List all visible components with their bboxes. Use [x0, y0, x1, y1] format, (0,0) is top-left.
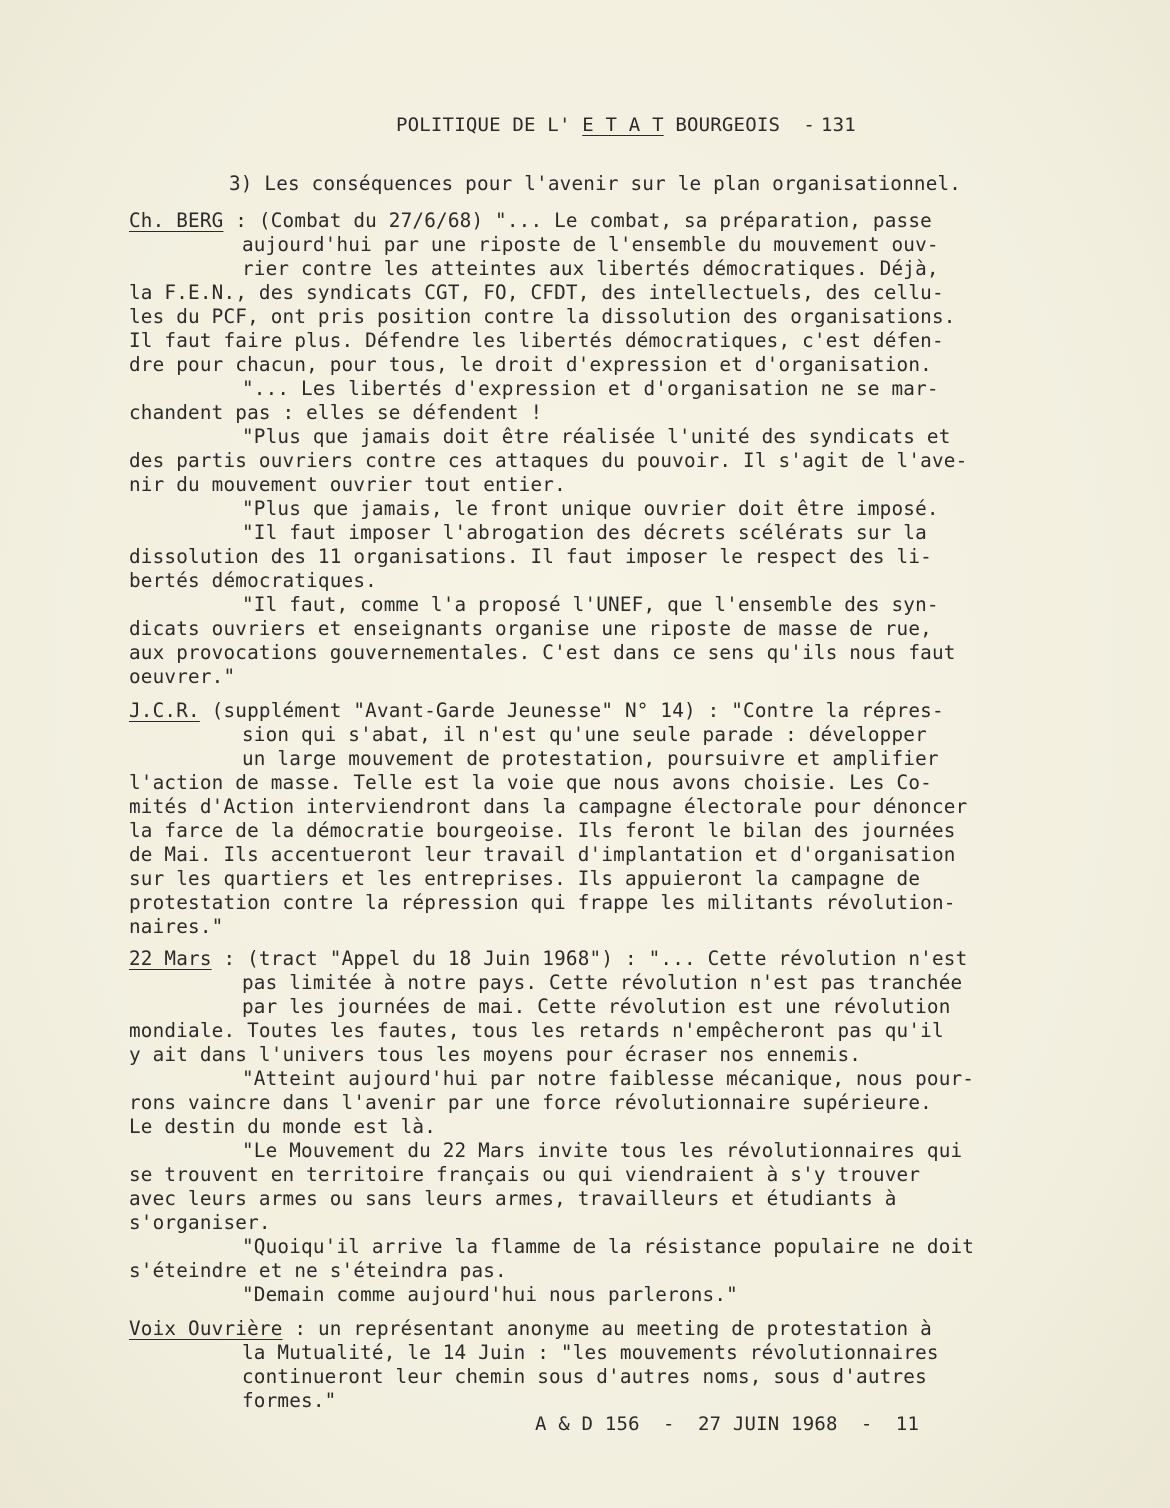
mars-line: "Le Mouvement du 22 Mars invite tous les révolutionnaires qui — [242, 1139, 963, 1162]
source-voix-ouvriere: Voix Ouvrière — [129, 1317, 283, 1340]
berg-line: oeuvrer." — [129, 665, 236, 688]
page-header — [396, 113, 856, 137]
header-title-prefix: POLITIQUE DE L' — [396, 114, 571, 136]
mars-line: s'organiser. — [129, 1211, 271, 1234]
mars-line: s'éteindre et ne s'éteindra pas. — [129, 1259, 507, 1282]
header-title-suffix: BOURGEOIS - — [675, 114, 816, 136]
berg-line: "... Les libertés d'expression et d'organisation ne se mar- — [242, 377, 939, 400]
mars-line: se trouvent en territoire français ou qui viendraient à s'y trouver — [129, 1163, 921, 1186]
jcr-line: mités d'Action interviendront dans la campagne électorale pour dénoncer — [129, 795, 968, 818]
jcr-line: sur les quartiers et les entreprises. Ils appuieront la campagne de — [129, 867, 921, 890]
berg-line: dissolution des 11 organisations. Il faut imposer le respect des li- — [129, 545, 932, 568]
berg-line: Il faut faire plus. Défendre les libertés démocratiques, c'est défen- — [129, 329, 944, 352]
mars-line: Le destin du monde est là. — [129, 1115, 437, 1138]
berg-line: "Plus que jamais, le front unique ouvrier doit être imposé. — [242, 497, 939, 520]
berg-line: dre pour chacun, pour tous, le droit d'expression et d'organisation. — [129, 353, 932, 376]
berg-line: les du PCF, ont pris position contre la dissolution des organisations. — [129, 305, 956, 328]
mars-line: avec leurs armes ou sans leurs armes, travailleurs et étudiants à — [129, 1187, 897, 1210]
mars-line: "Atteint aujourd'hui par notre faiblesse mécanique, nous pour- — [242, 1067, 975, 1090]
mars-line: rons vaincre dans l'avenir par une force révolutionnaire supérieure. — [129, 1091, 932, 1114]
mars-line: pas limitée à notre pays. Cette révolution n'est pas tranchée — [242, 971, 963, 994]
berg-line: la F.E.N., des syndicats CGT, FO, CFDT, des intellectuels, des cellu- — [129, 281, 944, 304]
source-jcr: J.C.R. — [129, 699, 200, 722]
source-berg: Ch. BERG — [129, 209, 224, 232]
jcr-line: un large mouvement de protestation, poursuivre et amplifier — [242, 747, 939, 770]
berg-line: "Plus que jamais doit être réalisée l'unité des syndicats et — [242, 425, 951, 448]
voix-line: Voix Ouvrière : un représentant anonyme au meeting de protestation à — [129, 1317, 932, 1340]
mars-line: par les journées de mai. Cette révolution est une révolution — [242, 995, 951, 1018]
voix-line: formes." — [242, 1389, 337, 1412]
jcr-line: sion qui s'abat, il n'est qu'une seule parade : développer — [242, 723, 927, 746]
jcr-line: la farce de la démocratie bourgeoise. Ils feront le bilan des journées — [129, 819, 956, 842]
berg-line: chandent pas : elles se défendent ! — [129, 401, 543, 424]
mars-line: 22 Mars : (tract "Appel du 18 Juin 1968") : "... Cette révolution n'est — [129, 947, 968, 970]
berg-line: des partis ouvriers contre ces attaques du pouvoir. Il s'agit de l'ave- — [129, 449, 968, 472]
berg-line: "Il faut imposer l'abrogation des décrets scélérats sur la — [242, 521, 927, 544]
berg-line: Ch. BERG : (Combat du 27/6/68) "... Le combat, sa préparation, passe — [129, 209, 932, 232]
header-title-etat: E T A T — [582, 114, 664, 136]
berg-line: aujourd'hui par une riposte de l'ensemble du mouvement ouv- — [242, 233, 939, 256]
mars-line: "Quoiqu'il arrive la flamme de la résistance populaire ne doit — [242, 1235, 975, 1258]
voix-line: la Mutualité, le 14 Juin : "les mouvements révolutionnaires — [242, 1341, 939, 1364]
berg-line: aux provocations gouvernementales. C'est dans ce sens qu'ils nous faut — [129, 641, 956, 664]
section-heading: 3) Les conséquences pour l'avenir sur le plan organisationnel. — [229, 172, 962, 195]
mars-line: "Demain comme aujourd'hui nous parlerons." — [242, 1283, 738, 1306]
source-22-mars: 22 Mars — [129, 947, 212, 970]
mars-line: y ait dans l'univers tous les moyens pour écraser nos ennemis. — [129, 1043, 862, 1066]
jcr-line: naires." — [129, 915, 224, 938]
voix-line: continueront leur chemin sous d'autres noms, sous d'autres — [242, 1365, 927, 1388]
page-footer: A & D 156 - 27 JUIN 1968 - 11 — [535, 1413, 920, 1435]
berg-line: "Il faut, comme l'a proposé l'UNEF, que l'ensemble des syn- — [242, 593, 939, 616]
jcr-line: J.C.R. (supplément "Avant-Garde Jeunesse" N° 14) : "Contre la répres- — [129, 699, 944, 722]
jcr-line: de Mai. Ils accentueront leur travail d'implantation et d'organisation — [129, 843, 956, 866]
jcr-line: l'action de masse. Telle est la voie que nous avons choisie. Les Co- — [129, 771, 932, 794]
page-number: 131 — [821, 114, 856, 136]
berg-line: dicats ouvriers et enseignants organise une riposte de masse de rue, — [129, 617, 932, 640]
berg-line: bertés démocratiques. — [129, 569, 377, 592]
berg-line: nir du mouvement ouvrier tout entier. — [129, 473, 566, 496]
berg-line: rier contre les atteintes aux libertés démocratiques. Déjà, — [242, 257, 939, 280]
jcr-line: protestation contre la répression qui frappe les militants révolution- — [129, 891, 956, 914]
mars-line: mondiale. Toutes les fautes, tous les retards n'empêcheront pas qu'il — [129, 1019, 944, 1042]
